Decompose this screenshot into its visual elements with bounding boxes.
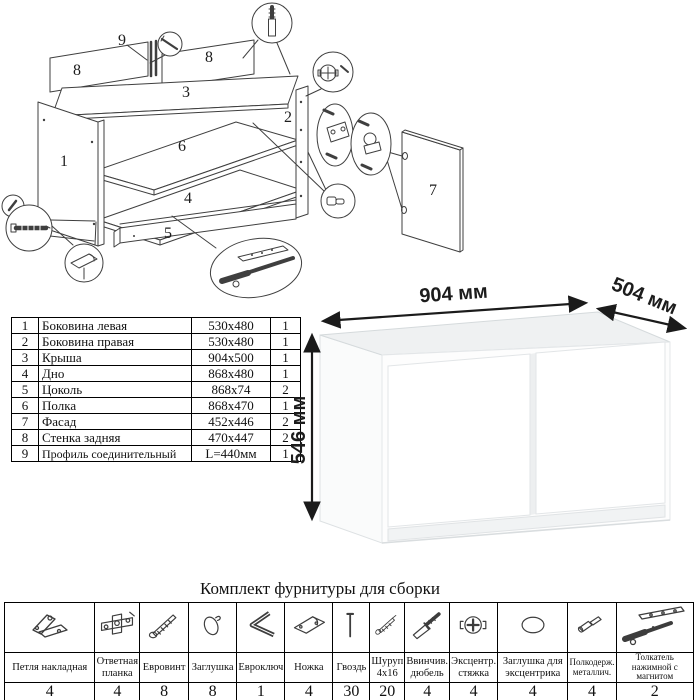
mounting-plate-icon xyxy=(95,603,140,653)
part-qty: 2 xyxy=(271,382,301,398)
part-number: 3 xyxy=(12,350,39,366)
table-row xyxy=(12,334,301,350)
eccentric-cam-callout-icon xyxy=(313,52,353,92)
hinge-plate-callout-icon xyxy=(317,104,353,166)
part-name: Дно xyxy=(39,366,192,382)
hardware-item-label: Эксцентр. стяжка xyxy=(450,653,498,683)
hardware-item-label: Ответная планка xyxy=(95,653,140,683)
hardware-item-label: Ввинчив. дюбель xyxy=(405,653,450,683)
cam-lock-icon xyxy=(450,603,498,653)
hardware-item-label: Гвоздь xyxy=(333,653,370,683)
table-row xyxy=(12,366,301,382)
table-row xyxy=(12,446,301,462)
part-size: 868x470 xyxy=(192,398,271,414)
hinge-icon xyxy=(5,603,95,653)
hardware-item-qty: 8 xyxy=(188,683,237,700)
depth-dimension-label: 504 мм xyxy=(608,273,681,320)
hardware-kit-title: Комплект фурнитуры для сборки xyxy=(200,579,440,598)
part-qty: 2 xyxy=(271,430,301,446)
hardware-item-qty: 4 xyxy=(405,683,450,700)
part-qty: 1 xyxy=(271,366,301,382)
part-name: Боковина левая xyxy=(39,318,192,334)
hardware-icons-row xyxy=(5,603,694,653)
hardware-item-label: Евроключ xyxy=(237,653,285,683)
part-number: 1 xyxy=(12,318,39,334)
hardware-item-label: Петля накладная xyxy=(5,653,95,683)
part-name: Стенка задняя xyxy=(39,430,192,446)
part-qty: 2 xyxy=(271,414,301,430)
hardware-item-qty: 4 xyxy=(498,683,568,700)
hardware-item-qty: 4 xyxy=(285,683,333,700)
shelf-pin-icon xyxy=(568,603,616,653)
hardware-item-qty: 8 xyxy=(140,683,189,700)
nail-icon xyxy=(333,603,370,653)
part-name: Боковина правая xyxy=(39,334,192,350)
table-row xyxy=(12,350,301,366)
hardware-table xyxy=(4,602,694,700)
hardware-qty-row xyxy=(5,683,694,700)
hardware-item-qty: 1 xyxy=(237,683,285,700)
hardware-item-label: Ножка xyxy=(285,653,333,683)
part-label-2: 2 xyxy=(284,109,292,126)
part-label-7: 7 xyxy=(429,182,437,199)
part-name: Цоколь xyxy=(39,382,192,398)
table-row xyxy=(12,414,301,430)
parts-table xyxy=(11,317,301,462)
connecting-profile xyxy=(151,41,156,76)
euro-screw-callout-icon xyxy=(6,205,52,251)
hardware-item-label: Толкатель нажимной с магнитом xyxy=(616,653,693,683)
part-number: 6 xyxy=(12,398,39,414)
side-panel-right xyxy=(296,86,308,218)
part-size: L=440мм xyxy=(192,446,271,462)
table-row xyxy=(12,382,301,398)
euro-screw-icon xyxy=(140,603,189,653)
part-number: 5 xyxy=(12,382,39,398)
part-number: 2 xyxy=(12,334,39,350)
hardware-item-qty: 30 xyxy=(333,683,370,700)
part-label-1: 1 xyxy=(60,153,68,170)
screw-icon xyxy=(370,603,405,653)
part-qty: 1 xyxy=(271,318,301,334)
hardware-labels-row xyxy=(5,653,694,683)
part-number: 4 xyxy=(12,366,39,382)
cabinet-door-left xyxy=(388,354,530,527)
hardware-item-qty: 4 xyxy=(95,683,140,700)
part-name: Фасад xyxy=(39,414,192,430)
part-label-8a: 8 xyxy=(73,62,81,79)
hardware-item-qty: 4 xyxy=(450,683,498,700)
threaded-dowel-callout-icon xyxy=(252,3,292,43)
foot-callout-icon xyxy=(65,244,103,282)
part-label-5: 5 xyxy=(164,225,172,242)
hardware-item-qty: 4 xyxy=(568,683,616,700)
part-size: 904x500 xyxy=(192,350,271,366)
plug-icon xyxy=(188,603,237,653)
part-label-6: 6 xyxy=(178,138,186,155)
screw-callout-icon xyxy=(158,32,182,56)
exploded-view-diagram xyxy=(0,0,470,315)
hardware-item-label: Полкодерж. металлич. xyxy=(568,653,616,683)
table-row xyxy=(12,318,301,334)
hinge-cup-callout-icon xyxy=(351,113,391,175)
threaded-dowel-icon xyxy=(405,603,450,653)
part-qty: 1 xyxy=(271,334,301,350)
part-size: 530x480 xyxy=(192,318,271,334)
width-dimension-label: 904 мм xyxy=(418,280,489,308)
part-size: 470x447 xyxy=(192,430,271,446)
part-size: 530x480 xyxy=(192,334,271,350)
part-qty: 1 xyxy=(271,446,301,462)
part-label-3: 3 xyxy=(182,84,190,101)
part-label-9: 9 xyxy=(118,32,126,49)
table-row xyxy=(12,398,301,414)
part-size: 868x74 xyxy=(192,382,271,398)
part-name: Полка xyxy=(39,398,192,414)
foot-icon xyxy=(285,603,333,653)
shelf-pin-callout-icon xyxy=(321,184,355,218)
part-qty: 1 xyxy=(271,398,301,414)
hardware-item-label: Евровинт xyxy=(140,653,189,683)
hardware-item-label: Шуруп 4x16 xyxy=(370,653,405,683)
part-size: 868x480 xyxy=(192,366,271,382)
hardware-item-label: Заглушка для эксцентрика xyxy=(498,653,568,683)
hardware-item-label: Заглушка xyxy=(188,653,237,683)
table-row xyxy=(12,430,301,446)
cabinet-body xyxy=(320,312,670,543)
part-size: 452x446 xyxy=(192,414,271,430)
part-number: 7 xyxy=(12,414,39,430)
push-opener-icon xyxy=(616,603,693,653)
part-label-4: 4 xyxy=(184,190,192,207)
hex-key-icon xyxy=(237,603,285,653)
hardware-item-qty: 20 xyxy=(370,683,405,700)
part-number: 8 xyxy=(12,430,39,446)
part-name: Профиль соединительный xyxy=(39,446,192,462)
door-seam xyxy=(530,353,536,515)
cabinet-door-right xyxy=(536,342,665,514)
part-label-8b: 8 xyxy=(205,49,213,66)
height-dimension-label: 546 мм xyxy=(288,395,310,465)
cabinet-render xyxy=(288,272,694,572)
part-qty: 1 xyxy=(271,350,301,366)
part-name: Крыша xyxy=(39,350,192,366)
cam-cap-icon xyxy=(498,603,568,653)
hardware-item-qty: 2 xyxy=(616,683,693,700)
hardware-item-qty: 4 xyxy=(5,683,95,700)
part-number: 9 xyxy=(12,446,39,462)
